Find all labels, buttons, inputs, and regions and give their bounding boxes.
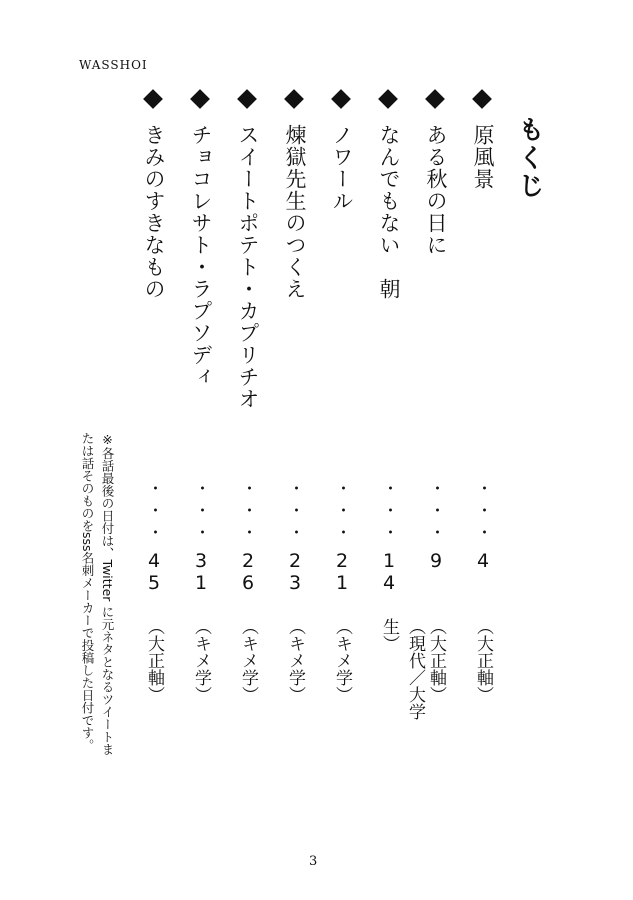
entry-page-number: 14 (378, 550, 400, 594)
entry-setting: （大正軸） (144, 618, 164, 703)
leader-dots: ・・・ (286, 480, 305, 546)
toc-title: もくじ (514, 116, 544, 200)
toc-entry (280, 88, 314, 728)
diamond-bullet-icon (425, 89, 445, 109)
entry-title: 原風景 (471, 124, 495, 190)
circle-name-header: WASSHOI (79, 58, 148, 72)
toc-entry (186, 88, 220, 728)
leader-dots: ・・・ (333, 480, 352, 546)
entry-page-number: 26 (237, 550, 259, 594)
entry-setting: （キメ学） (238, 618, 258, 703)
entry-setting: （大正軸） (473, 618, 493, 703)
note-line-2: たは話そのものをsss名刺メーカーで投稿した日付です。 (80, 432, 95, 752)
leader-dots: ・・・ (145, 480, 164, 546)
entry-page-number: 31 (190, 550, 212, 594)
leader-dots: ・・・ (192, 480, 211, 546)
note-line-1: ※各話最後の日付は、Twitter に元ネタとなるツイートま (100, 432, 115, 756)
toc-entry (139, 88, 173, 728)
diamond-bullet-icon (190, 89, 210, 109)
entry-title: ある秋の日に (424, 124, 448, 256)
entry-page-number: 21 (331, 550, 353, 594)
diamond-bullet-icon (472, 89, 492, 109)
leader-dots: ・・・ (427, 480, 446, 546)
toc-entry (233, 88, 267, 728)
toc-entry (468, 88, 502, 728)
diamond-bullet-icon (237, 89, 257, 109)
entry-page-number: 4 (472, 550, 494, 572)
page-number: 3 (309, 854, 318, 869)
leader-dots: ・・・ (474, 480, 493, 546)
entry-setting: （キメ学） (285, 618, 305, 703)
entry-page-number: 45 (143, 550, 165, 594)
entry-title: ノワール (330, 124, 354, 212)
diamond-bullet-icon (378, 89, 398, 109)
leader-dots: ・・・ (239, 480, 258, 546)
leader-dots: ・・・ (380, 480, 399, 546)
diamond-bullet-icon (284, 89, 304, 109)
entry-page-number: 9 (425, 550, 447, 572)
diamond-bullet-icon (143, 89, 163, 109)
entry-setting: （キメ学） (191, 618, 211, 703)
diamond-bullet-icon (331, 89, 351, 109)
entry-title: スイートポテト・カプリチオ (236, 124, 260, 410)
toc-entry (374, 88, 425, 728)
entry-setting: （現代／大学生） (379, 618, 425, 720)
entry-title: 煉獄先生のつくえ (283, 124, 307, 300)
entry-setting: （キメ学） (332, 618, 352, 703)
entry-title: チョコレサト・ラプソディ (189, 124, 213, 388)
entry-title: なんでもない 朝 (377, 124, 401, 300)
toc-entry (327, 88, 361, 728)
entry-page-number: 23 (284, 550, 306, 594)
entry-setting: （大正軸） (426, 618, 446, 703)
entry-title: きみのすきなもの (142, 124, 166, 300)
